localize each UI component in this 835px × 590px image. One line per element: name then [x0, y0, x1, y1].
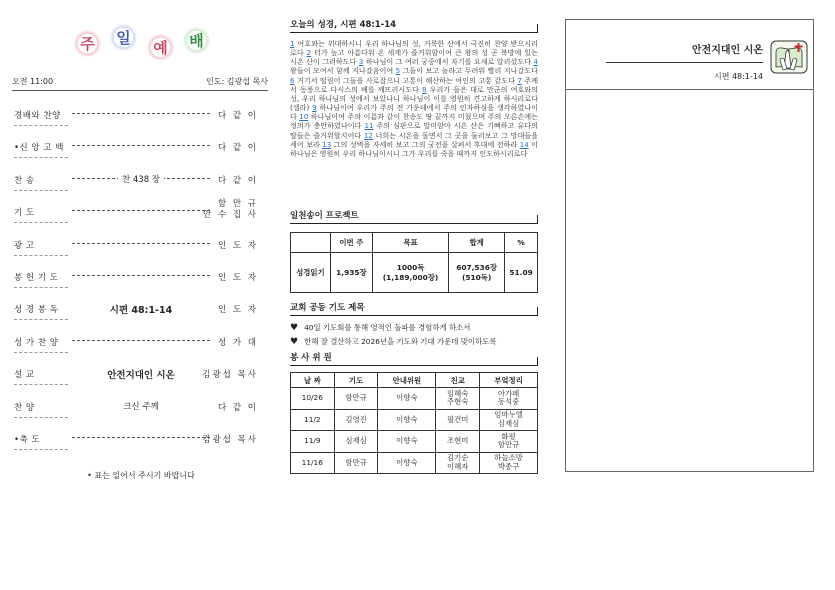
- order-item-label: 광 고: [14, 240, 35, 251]
- table-cell: 화평 함만규: [480, 431, 538, 453]
- worship-title: [74, 24, 224, 64]
- table-header: 친교: [436, 373, 480, 388]
- table-cell: 1000독 (1,189,000장): [373, 253, 449, 293]
- order-item-leader: 함 만 규 안 수 집 사: [203, 199, 258, 221]
- order-row: [10, 390, 272, 422]
- bulletin-middle: [290, 18, 538, 474]
- verse-number[interactable]: 14: [519, 139, 529, 149]
- prayer-item: 40일 기도회를 통해 영적인 돌파를 경험하게 하소서: [304, 323, 471, 332]
- title-char: 예: [147, 34, 174, 61]
- order-item-leader: 김광섭 목사: [202, 434, 258, 445]
- order-item-label: 성 가 찬 양: [14, 337, 59, 348]
- order-row: [10, 357, 272, 389]
- verse-text: 하나님이여 주의 이름과 같이 찬송도 땅 끝까지 미쳤으며 주의 오른손에는 정의가 충만하였나이다: [290, 112, 538, 131]
- verse-text: 우리가 들은 대로 만군의 여호와의 성, 우리 하나님의 성에서 보았나니 하나님이 이를 영원히 견고하게 하시리로다 (셀라): [290, 84, 538, 113]
- praying-hands-bible-icon: [770, 40, 808, 74]
- verse-number[interactable]: 9: [312, 103, 317, 113]
- order-item-content: 안전지대인 시온: [72, 367, 210, 381]
- table-cell: 이향숙: [378, 409, 436, 431]
- order-item-leader: 인 도 자: [217, 305, 258, 316]
- verse-text: 주의 심판으로 말미암아 시온 산은 기뻐하고 유다의 딸들은 즐거워할지어다: [290, 121, 538, 140]
- leader-line: [72, 437, 210, 438]
- table-cell: 11/9: [291, 431, 335, 453]
- table-cell: 하늘소망 박종구: [480, 452, 538, 474]
- verse-text: 거기서 떨림이 그들을 사로잡으니 고통이 해산하는 여인의 고통 같도다: [296, 75, 515, 85]
- order-row: [10, 98, 272, 130]
- reading-heading: 오늘의 성경, 시편 48:1-14: [290, 18, 538, 33]
- order-item-label: 성 경 봉 독: [14, 305, 59, 316]
- divider: [14, 384, 68, 385]
- title-char: 배: [183, 27, 210, 54]
- sermon-reference: 시편 48:1-14: [713, 72, 763, 81]
- order-item-label: 설 교: [14, 370, 35, 381]
- table-header: 이번 주: [330, 233, 372, 253]
- table-cell: 이향숙: [378, 452, 436, 474]
- table-cell: 임혜숙 주현숙: [436, 388, 480, 410]
- leader-line: [72, 210, 210, 211]
- table-row: [291, 253, 538, 293]
- project-heading: 일천송이 프로젝트: [290, 209, 538, 224]
- verse-text: 하나님이여 우리가 주의 전 가운데에서 주의 인자하심을 생각하였나이다: [290, 103, 538, 122]
- order-item-label: 기 도: [14, 208, 35, 219]
- table-cell: 1,935장: [330, 253, 372, 293]
- order-item-leader: 인 도 자: [217, 240, 258, 251]
- table-cell: 김기순 이혜자: [436, 452, 480, 474]
- heart-icon: ♥: [290, 337, 299, 347]
- sermon-title: 안전지대인 시온: [606, 41, 763, 63]
- divider: [14, 449, 68, 450]
- order-item-leader: 인 도 자: [217, 272, 258, 283]
- verse-number[interactable]: 2: [306, 48, 312, 58]
- divider: [14, 222, 68, 223]
- list-item: [290, 322, 538, 333]
- table-cell: 607,536장 (510독): [449, 253, 505, 293]
- table-header: 목표: [373, 233, 449, 253]
- service-time: 오전 11:00: [12, 77, 54, 86]
- table-cell: 성경읽기: [291, 253, 331, 293]
- service-info: [12, 76, 268, 91]
- order-item-label: 경배와 찬양: [14, 111, 61, 121]
- order-item-label: •축 도: [14, 434, 41, 445]
- table-cell: 심재심: [334, 431, 378, 453]
- table-header: 날 짜: [291, 373, 335, 388]
- prayer-heading: 교회 공동 기도 제목: [290, 301, 538, 316]
- verse-number[interactable]: 3: [358, 57, 364, 67]
- table-cell: 필건미: [436, 409, 480, 431]
- servants-heading: 봉 사 위 원: [290, 351, 538, 366]
- order-list: [10, 98, 272, 454]
- verse-text: 그의 성벽을 자세히 보고 그의 궁전을 살펴서 후대에 전하라: [333, 139, 518, 149]
- service-leader: 인도: 김광섭 목사: [206, 77, 268, 86]
- order-item-label: 찬 양: [14, 402, 35, 413]
- order-of-worship: [10, 18, 268, 488]
- leader-line: [72, 275, 210, 276]
- order-row: [10, 325, 272, 357]
- order-row: [10, 163, 272, 195]
- order-row: [10, 422, 272, 454]
- verse-number[interactable]: 6: [290, 75, 295, 85]
- table-row: [291, 452, 538, 474]
- divider: [14, 287, 68, 288]
- verse-number[interactable]: 10: [299, 112, 309, 122]
- order-row: [10, 292, 272, 324]
- table-cell: 김영진: [334, 409, 378, 431]
- table-cell: 함만규: [334, 388, 378, 410]
- verse-text: 그들이 보고 놀라고 두려워 빨리 지나갔도다: [402, 66, 538, 76]
- order-item-content: 시편 48:1-14: [72, 302, 210, 316]
- order-item-leader: 다 같 이: [217, 111, 258, 121]
- divider: [14, 190, 68, 191]
- table-cell: 51.09: [505, 253, 538, 293]
- verse-number[interactable]: 7: [517, 75, 522, 85]
- verse-number[interactable]: 4: [533, 57, 538, 67]
- sermon-header: [566, 20, 813, 90]
- table-header: 기도: [334, 373, 378, 388]
- heart-icon: ♥: [290, 323, 299, 333]
- verse-text: 너희는 시온을 돌면서 그 곳을 둘러보고 그 망대들을 세어 보라: [290, 130, 538, 149]
- table-cell: 함만규: [334, 452, 378, 474]
- verse-number[interactable]: 13: [322, 139, 332, 149]
- divider: [14, 352, 68, 353]
- table-cell: 아가페 동석중: [480, 388, 538, 410]
- table-header: 합계: [449, 233, 505, 253]
- order-item-label: 찬 송: [14, 175, 35, 186]
- verse-number[interactable]: 12: [363, 130, 373, 140]
- standing-note: • 표는 일어서 주시기 바랍니다: [87, 471, 195, 480]
- table-header: %: [505, 233, 538, 253]
- table-cell: 11/16: [291, 452, 335, 474]
- verse-text: 왕들이 모여서 함께 지나갔음이여: [290, 66, 394, 76]
- order-row: [10, 195, 272, 227]
- table-row: [291, 388, 538, 410]
- table-cell: 임마누엘 심재심: [480, 409, 538, 431]
- verse-text: 하나님이 그 여러 궁중에서 자기를 요새로 알리셨도다: [365, 57, 532, 67]
- verse-number[interactable]: 8: [422, 84, 427, 94]
- order-item-leader: 김광섭 목사: [202, 370, 258, 381]
- order-item-leader: 다 같 이: [217, 175, 258, 186]
- table-cell: 이향숙: [378, 388, 436, 410]
- table-cell: 10/26: [291, 388, 335, 410]
- order-row: [10, 260, 272, 292]
- order-item-leader: 다 같 이: [217, 143, 258, 154]
- prayer-list: [290, 322, 538, 347]
- order-item-label: •신 앙 고 백: [14, 143, 64, 154]
- servants-table: [290, 372, 538, 474]
- order-item-label: 봉 헌 기 도: [14, 272, 59, 283]
- leader-line: [72, 243, 210, 244]
- leader-line: [72, 113, 210, 114]
- scripture-text: [290, 39, 538, 207]
- list-item: [290, 336, 538, 347]
- verse-text: 여호와는 위대하시니 우리 하나님의 성, 거룩한 산에서 극진히 찬양 받으시리로다: [290, 39, 538, 58]
- table-row: [291, 409, 538, 431]
- verse-text: 터가 높고 아름다워 온 세계가 즐거워함이여 큰 왕의 성 곧 북방에 있는 시온 산이 그러하도다: [290, 48, 538, 67]
- project-table: [290, 232, 538, 293]
- title-char: 일: [110, 24, 137, 51]
- table-header: 부엌정리: [480, 373, 538, 388]
- divider: [14, 319, 68, 320]
- order-item-leader: 성 가 대: [217, 337, 258, 348]
- divider: [14, 125, 68, 126]
- table-row: [291, 431, 538, 453]
- table-header: [291, 233, 331, 253]
- leader-line: [72, 145, 210, 146]
- table-header-row: [291, 373, 538, 388]
- verse-number[interactable]: 11: [364, 121, 374, 131]
- table-header: 안내위원: [378, 373, 436, 388]
- order-row: [10, 130, 272, 162]
- table-cell: 조현미: [436, 431, 480, 453]
- divider: [14, 417, 68, 418]
- order-item-content: 찬 438 장: [72, 173, 210, 185]
- table-cell: 이향숙: [378, 431, 436, 453]
- order-row: [10, 228, 272, 260]
- title-char: 주: [74, 30, 101, 57]
- table-cell: 11/2: [291, 409, 335, 431]
- divider: [14, 255, 68, 256]
- sermon-panel: [565, 19, 814, 472]
- order-item-leader: 다 같 이: [217, 402, 258, 413]
- prayer-item: 한해 잘 결산하고 2026년을 기도와 기대 가운데 맞이하도록: [304, 337, 497, 346]
- verse-text: 이 하나님은 영원히 우리 하나님이시니 그가 우리를 죽을 때까지 인도하시리로다: [290, 139, 538, 158]
- verse-number[interactable]: 5: [395, 66, 401, 76]
- order-item-content: 크신 주께: [72, 400, 210, 412]
- verse-number[interactable]: 1: [290, 39, 295, 48]
- divider: [14, 157, 68, 158]
- verse-text: 주께서 동풍으로 다시스의 배를 깨뜨리시도다: [290, 75, 538, 94]
- leader-line: [72, 340, 210, 341]
